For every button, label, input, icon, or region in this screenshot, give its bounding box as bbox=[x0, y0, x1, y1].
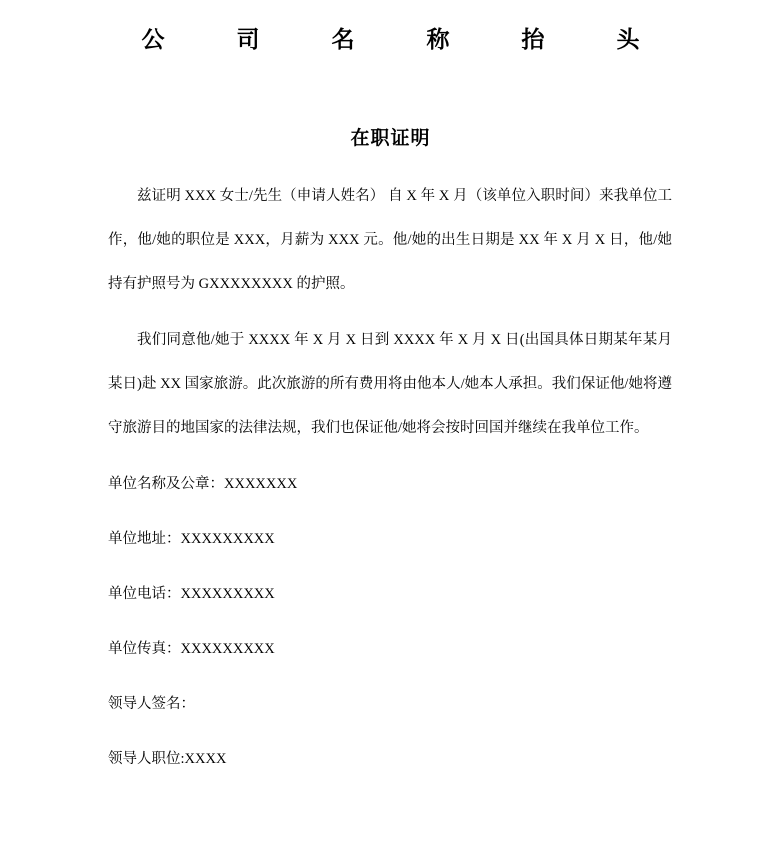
field-row-leader-position bbox=[108, 737, 672, 781]
body-paragraph-2: 我们同意他/她于 XXXX 年 X 月 X 日到 XXXX 年 X 月 X 日(出国具体日期某年某月某日)赴 XX 国家旅游。此次旅游的所有费用将由他本人/她本人承担。我们保证他/她将遵守旅游目的地国家的法律法规，我们也保证他/她将会按时回国并继续在我单位工作。 bbox=[108, 332, 672, 436]
field-value: XXXXXXX bbox=[224, 476, 298, 492]
document-body bbox=[0, 151, 781, 781]
field-row-leader-signature bbox=[108, 682, 672, 726]
field-label: 领导人职位 bbox=[108, 751, 181, 767]
field-value: XXXXXXXXX bbox=[180, 586, 275, 602]
field-value: XXXXXXXXX bbox=[180, 531, 275, 547]
field-row-company-phone bbox=[108, 572, 672, 616]
company-letterhead: 公司名称抬头 bbox=[141, 27, 712, 53]
field-value: XXXX bbox=[184, 751, 227, 767]
field-label: 领导人签名 bbox=[108, 696, 181, 712]
field-label: 单位电话 bbox=[108, 586, 166, 602]
field-label: 单位名称及公章 bbox=[108, 476, 210, 492]
field-row-company-address bbox=[108, 517, 672, 561]
field-separator: ： bbox=[166, 641, 181, 657]
field-separator: : bbox=[180, 751, 185, 767]
field-row-company-name-seal bbox=[108, 462, 672, 506]
field-value: XXXXXXXXX bbox=[180, 641, 275, 657]
field-separator: ： bbox=[166, 531, 181, 547]
document-title: 在职证明 bbox=[350, 127, 431, 149]
body-paragraph-1: 兹证明 XXX 女士/先生（申请人姓名） 自 X 年 X 月（该单位入职时间）来我单位工作，他/她的职位是 XXX，月薪为 XXX 元。他/她的出生日期是 XX 年 X 月 X 日，他/她持有护照号为 GXXXXXXXX 的护照。 bbox=[108, 188, 672, 292]
field-separator: ： bbox=[166, 586, 181, 602]
field-label: 单位地址 bbox=[108, 531, 166, 547]
field-separator: ： bbox=[180, 696, 195, 712]
field-separator: ： bbox=[209, 476, 224, 492]
field-row-company-fax bbox=[108, 627, 672, 671]
field-label: 单位传真 bbox=[108, 641, 166, 657]
